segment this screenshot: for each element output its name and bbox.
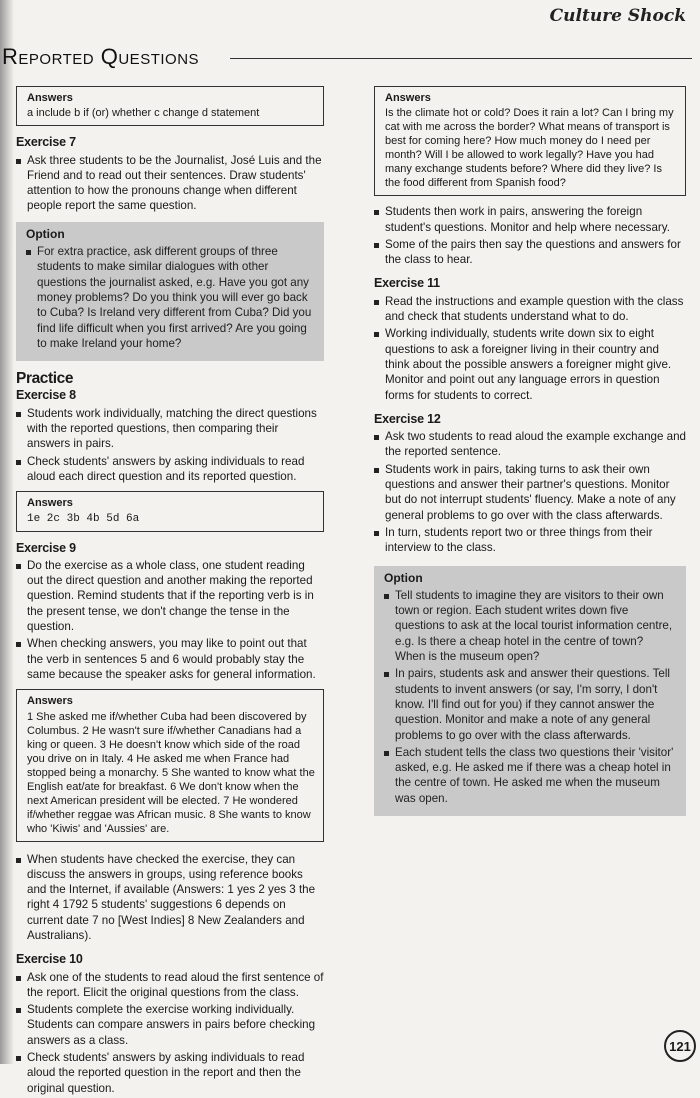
answers-box-ex8	[16, 491, 324, 531]
list-item: Do the exercise as a whole class, one student reading out the direct question and another making the reported question. Remind students that if the reporting verb is in the present tense, we don't change the tense in the question.	[16, 558, 324, 634]
list-item: When checking answers, you may like to point out that the verb in sentences 5 and 6 would probably stay the same because the speaker asks for general information.	[16, 636, 324, 682]
page-binding-shadow	[0, 0, 14, 1064]
exercise-11-list	[374, 294, 686, 403]
page-title: Reported Questions	[2, 44, 200, 69]
title-rule	[230, 58, 692, 59]
exercise-9-followup	[16, 852, 324, 944]
practice-heading: Practice	[16, 370, 74, 388]
answers-box-ex9	[16, 689, 324, 841]
option-text: For extra practice, ask different groups of three students to make similar dialogues with other questions the journalist asked, e.g. Have you got any money problems? Do you think you will ever go back to Cuba? Is Ireland very different from Cuba? Did you find life difficult when you first arrived? Are you going to make Ireland your home?	[26, 244, 314, 351]
list-item: Ask one of the students to read aloud the first sentence of the report. Elicit the original questions from the class.	[16, 970, 324, 1001]
answers-label: Answers	[27, 695, 73, 708]
title-row	[2, 44, 692, 74]
exercise-9-heading: Exercise 9	[16, 540, 76, 555]
list-item: In turn, students report two or three things from their interview to the class.	[374, 525, 686, 556]
list-item: Students complete the exercise working individually. Students can compare answers in pairs before checking answers as a class.	[16, 1002, 324, 1048]
answers-text: a include b if (or) whether c change d statement	[27, 107, 260, 120]
list-item: Read the instructions and example question with the class and check that students understand what to do.	[374, 294, 686, 325]
exercise-9-list	[16, 558, 324, 682]
answers-label: Answers	[27, 497, 73, 510]
exercise-10-followup	[374, 204, 686, 267]
list-item: Check students' answers by asking individuals to read aloud the reported question in the report and then the original question.	[16, 1050, 324, 1096]
option-box-2	[374, 566, 686, 816]
list-item: Students work in pairs, taking turns to ask their own questions and answer their partner's questions. Monitor but do not interrupt students' fluency. Make a note of any general problems to go over with the class afterwards.	[374, 462, 686, 523]
list-item: Students then work in pairs, answering the foreign student's questions. Monitor and help where necessary.	[374, 204, 686, 235]
answers-label: Answers	[385, 92, 431, 104]
option-box-1	[16, 222, 324, 361]
left-column	[16, 86, 324, 1098]
section-header: Culture Shock	[549, 6, 686, 26]
list-item: Some of the pairs then say the questions and answers for the class to hear.	[374, 237, 686, 268]
exercise-7-text: Ask three students to be the Journalist, José Luis and the Friend and to read out their sentences. Draw students' attention to how the pronouns change when different people report the same question.	[16, 153, 324, 214]
exercise-8-list	[16, 406, 324, 484]
exercise-10-list	[16, 970, 324, 1096]
list-item: In pairs, students ask and answer their questions. Tell students to invent answers (or say, I'm sorry, I don't know. I'll find out for you) if they cannot answer the question. Monitor and make a note of any general problems to go over with the class afterwards.	[384, 666, 676, 742]
answers-box-ex10	[374, 86, 686, 196]
list-item: Working individually, students write down six to eight questions to ask a foreigner living in their country and think about the possible answers a foreigner might give. Monitor and point out any language errors in question forms for students to correct.	[374, 326, 686, 402]
answers-text: 1e 2c 3b 4b 5d 6a	[27, 512, 140, 525]
exercise-11-heading: Exercise 11	[374, 276, 440, 291]
list-item: Ask two students to read aloud the example exchange and the reported sentence.	[374, 429, 686, 460]
exercise-12-heading: Exercise 12	[374, 411, 441, 426]
list-item: When students have checked the exercise, they can discuss the answers in groups, using reference books and the Internet, if available (Answers: 1 yes 2 yes 3 the right 4 1792 5 students' suggestions 6 depends on current date 7 no [West Indies] 8 New Zealanders and Australians).	[16, 852, 324, 944]
answers-label: Answers	[27, 92, 73, 104]
list-item: Check students' answers by asking individuals to read aloud each direct question and its reported question.	[16, 454, 324, 485]
exercise-12-list	[374, 429, 686, 555]
option-list	[384, 588, 676, 806]
list-item: Students work individually, matching the direct questions with the reported questions, then comparing their answers in pairs.	[16, 406, 324, 452]
exercise-7-list	[16, 153, 324, 214]
answers-text: Is the climate hot or cold? Does it rain a lot? Can I bring my cat with me across the border? What means of transport is best for coming here? How much money do I need per month? Will I be allowed to work legally? Have you had many exchange students before? Where did they live? Is the food different from Spanish food?	[385, 107, 674, 190]
page-number-badge: 121	[664, 1030, 696, 1062]
exercise-10-heading: Exercise 10	[16, 952, 83, 967]
list-item: Each student tells the class two questions their 'visitor' asked, e.g. He asked me if there was a cheap hotel in the centre of town. He asked me when the museum was open.	[384, 745, 676, 806]
exercise-8-heading: Exercise 8	[16, 388, 76, 403]
right-column	[374, 86, 686, 824]
answers-text: 1 She asked me if/whether Cuba had been discovered by Columbus. 2 He wasn't sure if/whether Canadians had a king or queen. 3 He doesn't know which side of the road you drive on in Italy. 4 He asked me when France had stopped being a monarchy. 5 She wanted to know what the English eat/ate for breakfast. 6 We don't know when the next American president will be elected. 7 He wondered if/whether reggae was African music. 8 She wants to know who 'Kiwis' and 'Aussies' are.	[27, 710, 315, 835]
exercise-7-heading: Exercise 7	[16, 135, 76, 150]
list-item: Tell students to imagine they are visitors to their own town or region. Each student writes down five questions to ask at the local tourist information centre, e.g. Is there a cheap hotel in the centre of town? When is the museum open?	[384, 588, 676, 664]
answers-box-ex6	[16, 86, 324, 126]
option-heading: Option	[26, 226, 65, 241]
option-heading: Option	[384, 570, 423, 585]
